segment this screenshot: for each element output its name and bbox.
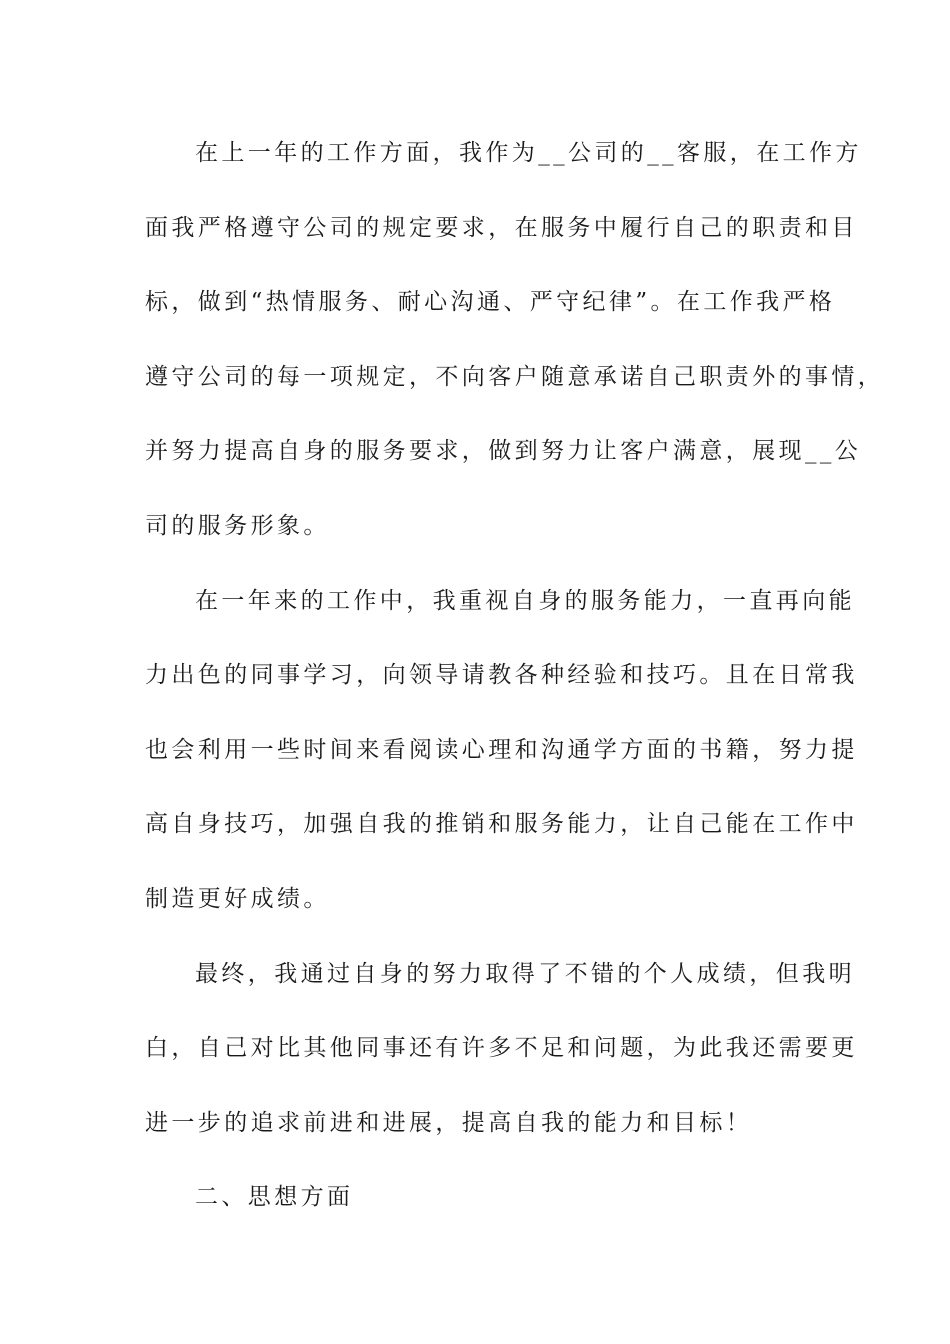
paragraph-line: 制造更好成绩。 [145,885,330,912]
paragraph-line: 进一步的追求前进和进展，提高自我的能力和目标！ [145,1109,753,1136]
paragraph-line: 在一年来的工作中，我重视自身的服务能力，一直再向能 [195,587,855,614]
paragraph-line: 最终，我通过自身的努力取得了不错的个人成绩，但我明 [195,960,855,987]
paragraph-line: 在上一年的工作方面，我作为__公司的__客服，在工作方 [195,140,862,166]
document-body [145,131,885,1250]
paragraph-line: 司的服务形象。 [145,512,330,539]
paragraph-line: 力出色的同事学习，向领导请教各种经验和技巧。且在日常我 [145,662,858,689]
paragraph-line: 白，自己对比其他同事还有许多不足和问题，为此我还需要更 [145,1035,858,1062]
section-heading: 二、思想方面 [195,1184,354,1211]
paragraph-line: 也会利用一些时间来看阅读心理和沟通学方面的书籍，努力提 [145,736,858,763]
paragraph-line: 并努力提高自身的服务要求，做到努力让客户满意，展现__公 [145,438,862,465]
paragraph-line: 标，做到“热情服务、耐心沟通、严守纪律”。在工作我严格 [145,289,836,316]
paragraph-line: 高自身技巧，加强自我的推销和服务能力，让自己能在工作中 [145,811,858,838]
paragraph-line: 面我严格遵守公司的规定要求，在服务中履行自己的职责和目 [145,214,858,241]
paragraph-line: 遵守公司的每一项规定，不向客户随意承诺自己职责外的事情， [145,363,885,390]
